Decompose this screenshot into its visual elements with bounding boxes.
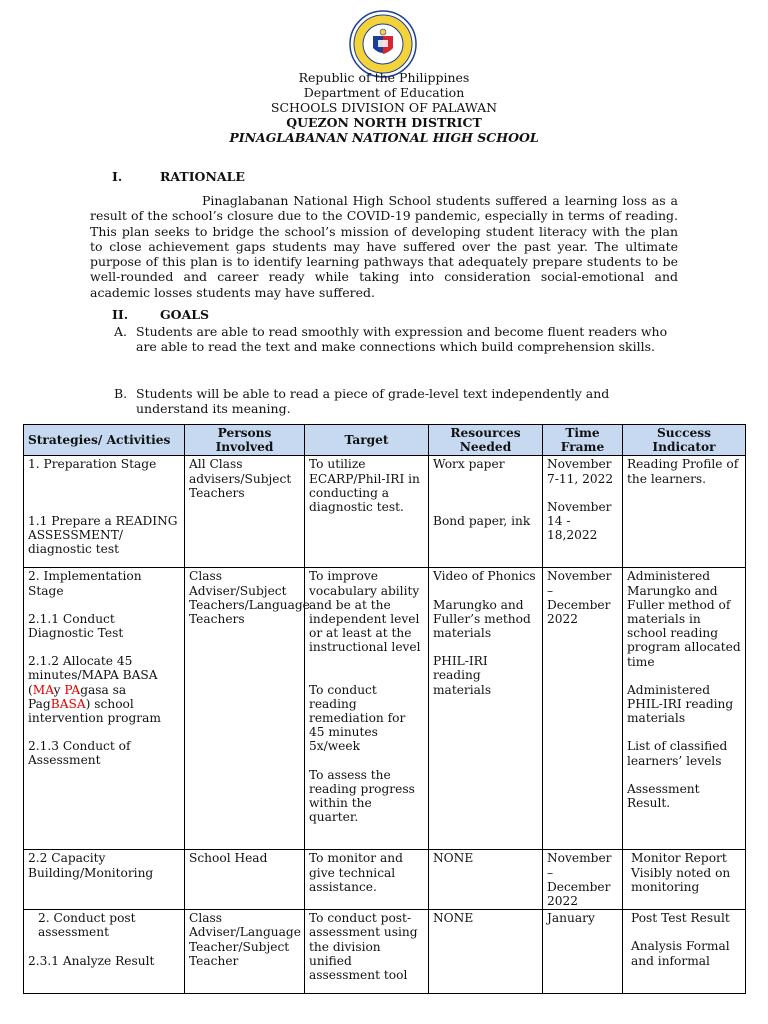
col-success: Success Indicator xyxy=(623,425,746,456)
cell-persons: All Class advisers/Subject Teachers xyxy=(185,456,305,568)
cell-resources xyxy=(429,456,543,568)
success-assessment-result: Assessment Result. xyxy=(627,781,700,811)
success-analysis: Analysis Formal and informal xyxy=(631,939,730,968)
strategy-post-assessment: 2. Conduct post assessment xyxy=(38,911,136,940)
cell-target: To monitor and give technical assistance. xyxy=(305,850,429,910)
cell-target: To conduct post-assessment using the division unified assessment tool xyxy=(305,910,429,994)
cell-strategy xyxy=(24,568,185,850)
strategy-analyze-result: 2.3.1 Analyze Result xyxy=(28,953,155,968)
success-classified-list: List of classified learners’ levels xyxy=(627,739,728,768)
cell-success xyxy=(623,910,746,994)
action-plan-table xyxy=(23,424,746,994)
table-header-row xyxy=(24,425,746,456)
time-1: November 7-11, 2022 xyxy=(547,457,614,486)
goals-heading: GOALS xyxy=(160,307,210,322)
deped-seal-logo xyxy=(349,10,417,78)
table-row xyxy=(24,568,746,850)
mapa-text-c: gasa sa Pag xyxy=(28,682,127,711)
col-time-frame: Time Frame xyxy=(543,425,623,456)
target-assess-progress: To assess the reading progress within the quarter. xyxy=(309,767,415,825)
rationale-paragraph: Pinaglabanan National High School students suffered a learning loss as a result of the school’s closure due to the COVID-19 pandemic, especially in terms of reading. This plan seeks to bridge the school’s mission of developing student literacy with the plan to close achievement gaps students may have suffered over the past year. The ultimate purpose of this plan is to identify learning pathways that adequately prepare students to be well-rounded and career ready while taking into consideration social-emotional and academic losses students may have suffered. xyxy=(90,193,678,300)
cell-time: January xyxy=(543,910,623,994)
col-persons: Persons Involved xyxy=(185,425,305,456)
col-target: Target xyxy=(305,425,429,456)
resource-phil-iri: PHIL-IRI reading materials xyxy=(433,654,492,697)
mapa-text-b: y xyxy=(53,682,65,697)
resource-video: Video of Phonics xyxy=(433,569,536,584)
success-phil-iri: Administered PHIL-IRI reading materials xyxy=(627,682,734,726)
table-row xyxy=(24,456,746,568)
strategy-diagnostic-test: 2.1.1 Conduct Diagnostic Test xyxy=(28,611,124,641)
mapa-text-a: 2.1.2 Allocate 45 minutes/MAPA BASA ( xyxy=(28,654,158,697)
cell-time xyxy=(543,456,623,568)
strategy-conduct-assessment: 2.1.3 Conduct of Assessment xyxy=(28,739,131,768)
cell-persons: Class Adviser/Language Teacher/Subject Teacher xyxy=(185,910,305,994)
mapa-text-d: ) school intervention program xyxy=(28,696,161,726)
mapa-red-ma: MA xyxy=(32,682,54,697)
time-2: November 14 - 18,2022 xyxy=(547,499,612,543)
cell-persons: Class Adviser/Subject Teachers/Language Teachers xyxy=(185,568,305,850)
strategy-preparation: 1. Preparation Stage xyxy=(28,457,157,472)
table-row xyxy=(24,910,746,994)
goal-b-label: B. xyxy=(114,386,128,401)
cell-resources xyxy=(429,568,543,850)
goal-b xyxy=(114,386,678,417)
strategy-reading-assessment: 1.1 Prepare a READING ASSESSMENT/ diagnostic test xyxy=(28,513,178,557)
goal-a xyxy=(114,324,678,355)
cell-time: November – December 2022 xyxy=(543,850,623,910)
cell-success: Reading Profile of the learners. xyxy=(623,456,746,568)
table-row xyxy=(24,850,746,910)
header-department: Department of Education xyxy=(303,85,465,100)
cell-time: November – December 2022 xyxy=(543,568,623,850)
goal-a-label: A. xyxy=(114,324,128,339)
goals-number: II. xyxy=(112,307,129,322)
target-improve-vocabulary: To improve vocabulary ability and be at the independent level or at least at the instructional level xyxy=(309,569,421,655)
rationale-heading: RATIONALE xyxy=(160,169,245,184)
resource-worx-paper: Worx paper xyxy=(433,457,505,472)
col-resources: Resources Needed xyxy=(429,425,543,456)
cell-success: Monitor Report Visibly noted on monitoring xyxy=(623,850,746,910)
strategy-implementation: 2. Implementation Stage xyxy=(28,569,142,598)
cell-target xyxy=(305,568,429,850)
cell-strategy: 2.2 Capacity Building/Monitoring xyxy=(24,850,185,910)
header-school: PINAGLABANAN NATIONAL HIGH SCHOOL xyxy=(229,130,539,145)
cell-persons: School Head xyxy=(185,850,305,910)
cell-target: To utilize ECARP/Phil-IRI in conducting a diagnostic test. xyxy=(305,456,429,568)
header-district: QUEZON NORTH DISTRICT xyxy=(286,115,482,130)
resource-bond-paper: Bond paper, ink xyxy=(433,513,531,528)
header-division: SCHOOLS DIVISION OF PALAWAN xyxy=(270,100,498,115)
resource-marungko: Marungko and Fuller’s method materials xyxy=(433,597,531,641)
goal-a-text: Students are able to read smoothly with expression and become fluent readers who are able to read the text and make connections which build comprehension skills. xyxy=(136,324,668,355)
cell-resources: NONE xyxy=(429,910,543,994)
success-post-test: Post Test Result xyxy=(631,911,730,926)
header-republic: Republic of the Philippines xyxy=(298,70,470,85)
success-marungko: Administered Marungko and Fuller method of materials in school reading program allocated time xyxy=(627,569,741,669)
cell-strategy xyxy=(24,456,185,568)
goal-b-text: Students will be able to read a piece of grade-level text independently and understand its meaning. xyxy=(136,386,610,417)
cell-success xyxy=(623,568,746,850)
col-strategies: Strategies/ Activities xyxy=(24,425,185,456)
mapa-red-pa: PA xyxy=(64,682,81,697)
cell-resources: NONE xyxy=(429,850,543,910)
target-remediation: To conduct reading remediation for 45 minutes 5x/week xyxy=(309,682,406,754)
mapa-red-basa: BASA xyxy=(50,696,86,711)
strategy-mapa-basa xyxy=(28,654,180,725)
rationale-number: I. xyxy=(112,169,123,184)
cell-strategy xyxy=(24,910,185,994)
